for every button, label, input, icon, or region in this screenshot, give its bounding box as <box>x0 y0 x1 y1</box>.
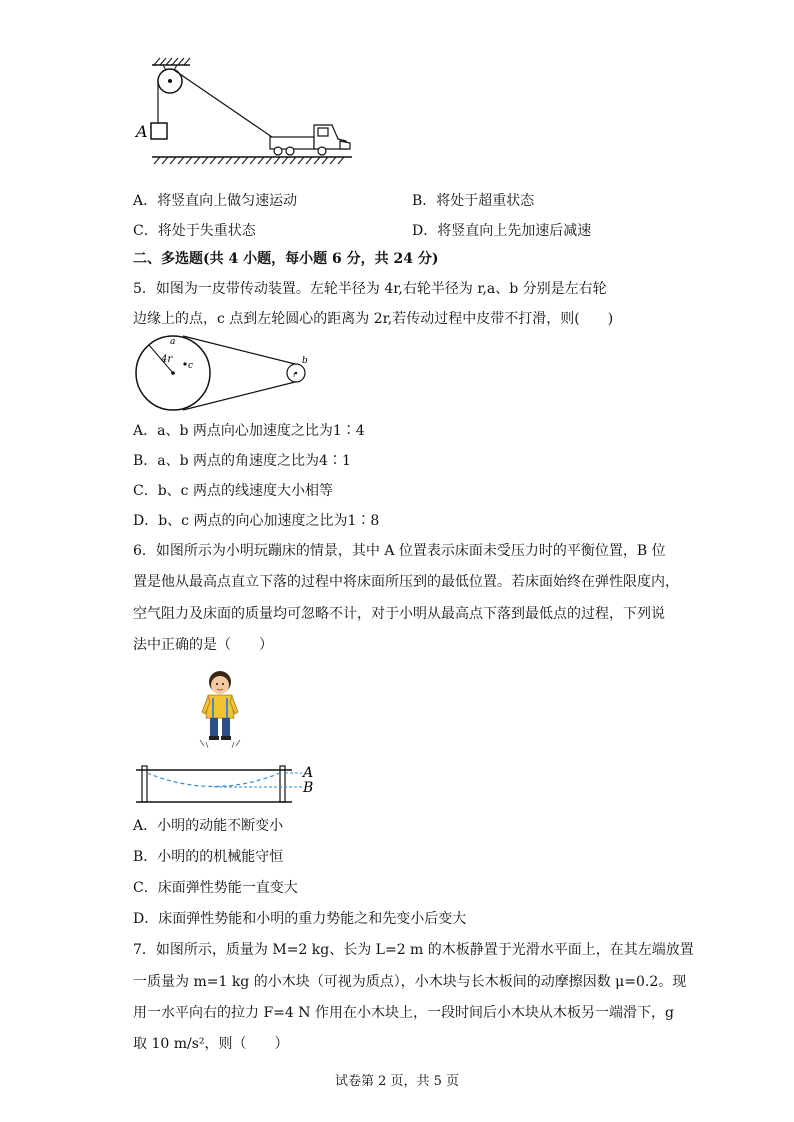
q7-stem-line1: 7．如图所示，质量为 M=2 kg、长为 L=2 m 的木板静置于光滑水平面上，在其左端放置 <box>133 942 694 958</box>
q6-stem-line1: 6．如图所示为小明玩蹦床的情景，其中 A 位置表示床面未受压力时的平衡位置，B 位 <box>133 543 666 559</box>
q5-label-r: r <box>293 371 297 379</box>
q5-option-d: D．b、c 两点的向心加速度之比为1∶8 <box>133 513 380 529</box>
page-footer: 试卷第 2 页，共 5 页 <box>334 1074 460 1089</box>
q4-option-a: A．将竖直向上做匀速运动 <box>133 193 298 209</box>
q4-option-d: D．将竖直向上先加速后减速 <box>412 223 592 239</box>
boy-figure <box>192 668 248 748</box>
q5-figure <box>130 330 315 416</box>
q6-stem-line4: 法中正确的是（ ） <box>133 637 273 653</box>
q7-stem-line4: 取 10 m/s²，则（ ） <box>133 1036 289 1052</box>
q5-option-b: B．a、b 两点的角速度之比为4∶1 <box>133 453 351 469</box>
q6-option-a: A．小明的动能不断变小 <box>133 818 284 834</box>
q6-option-b: B．小明的的机械能守恒 <box>133 849 284 865</box>
q7-stem-line3: 用一水平向右的拉力 F=4 N 作用在小木块上，一段时间后小木块从木板另一端滑下，g <box>133 1005 674 1021</box>
truck-icon <box>270 125 350 155</box>
q5-stem-line1: 5．如图为一皮带传动装置。左轮半径为 4r,右轮半径为 r,a、b 分别是左右轮 <box>133 281 607 297</box>
q6-stem-line2: 置是他从最高点直立下落的过程中将床面所压到的最低位置。若床面始终在弹性限度内， <box>133 574 679 590</box>
q5-label-b: b <box>302 356 308 366</box>
q5-label-4r: 4r <box>161 354 173 365</box>
q5-option-c: C．b、c 两点的线速度大小相等 <box>133 483 333 499</box>
q5-option-a: A．a、b 两点向心加速度之比为1∶4 <box>133 423 365 439</box>
q7-stem-line2: 一质量为 m=1 kg 的小木块（可视为质点），小木块与长木板间的动摩擦因数 μ=0.2。现 <box>133 974 687 990</box>
q5-label-c: c <box>188 361 194 371</box>
q4-option-b: B．将处于超重状态 <box>412 193 535 209</box>
section-heading: 二、多选题(共 4 小题，每小题 6 分，共 24 分) <box>133 251 439 267</box>
q4-figure <box>130 55 360 175</box>
q6-label-B: B <box>303 780 314 796</box>
q4-label-A: A <box>136 122 148 141</box>
q6-stem-line3: 空气阻力及床面的质量均可忽略不计，对于小明从最高点下落到最低点的过程，下列说 <box>133 606 665 622</box>
q6-option-c: C．床面弹性势能一直变大 <box>133 880 298 896</box>
q4-option-c: C．将处于失重状态 <box>133 223 256 239</box>
q5-label-a: a <box>170 337 176 347</box>
q5-stem-line2: 边缘上的点，c 点到左轮圆心的距离为 2r,若传动过程中皮带不打滑，则( ) <box>133 311 614 327</box>
q6-label-A: A <box>303 765 314 781</box>
q6-option-d: D．床面弹性势能和小明的重力势能之和先变小后变大 <box>133 911 467 927</box>
q6-trampoline-figure <box>132 760 322 806</box>
